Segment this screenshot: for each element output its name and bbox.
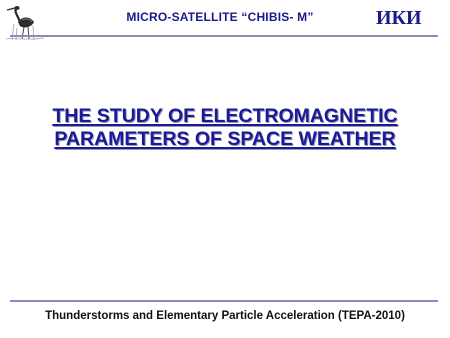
page-title-line-2: PARAMETERS OF SPACE WEATHER — [54, 128, 396, 150]
iki-logo: ИКИ — [376, 7, 422, 29]
page-title-line-1: THE STUDY OF ELECTROMAGNETIC — [52, 105, 398, 127]
footer-text: Thunderstorms and Elementary Particle Acceleration (TEPA-2010) — [45, 310, 405, 322]
footer-divider — [10, 300, 438, 302]
header-title: MICRO-SATELLITE “CHIBIS- M” — [126, 10, 314, 24]
header-divider — [10, 35, 438, 37]
page-title — [20, 105, 430, 151]
